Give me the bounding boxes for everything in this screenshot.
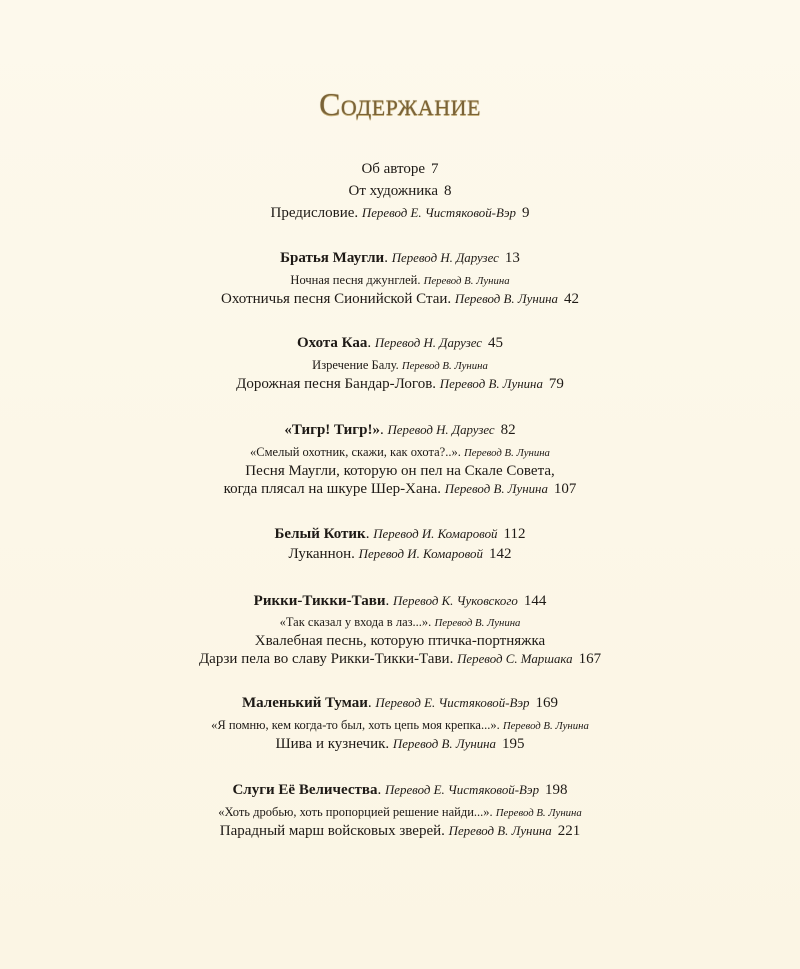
toc-chapter-title: Слуги Её Величества bbox=[232, 782, 378, 798]
toc-translator: Перевод Н. Дарузес bbox=[374, 336, 483, 350]
toc-subentry bbox=[0, 806, 800, 819]
toc-translator: Перевод В. Лунина bbox=[463, 447, 550, 459]
toc-chapter bbox=[0, 251, 800, 266]
toc-entry-title: «Так сказал у входа в лаз...». bbox=[279, 615, 432, 629]
toc-translator: Перевод Е. Чистяковой-Вэр bbox=[384, 783, 540, 797]
toc-entry bbox=[0, 292, 800, 307]
toc-translator: Перевод В. Лунина bbox=[434, 617, 521, 629]
toc-translator: Перевод И. Комаровой bbox=[358, 547, 483, 561]
toc-page-number: 198 bbox=[545, 782, 568, 798]
toc-subentry bbox=[0, 359, 800, 372]
toc-translator: Перевод С. Маршака bbox=[457, 652, 573, 666]
toc-translator: Перевод К. Чуковского bbox=[392, 594, 518, 608]
toc-translator: Перевод И. Комаровой bbox=[373, 527, 498, 541]
toc-entry bbox=[0, 482, 800, 497]
toc-page-number: 42 bbox=[564, 291, 579, 307]
toc-entry-title: «Смелый охотник, скажи, как охота?..». bbox=[250, 445, 461, 459]
toc-entry-title: Хвалебная песнь, которую птичка-портняжка bbox=[254, 633, 546, 649]
toc-entry-title: Шива и кузнечик. bbox=[275, 736, 390, 752]
toc-entry-title: Дорожная песня Бандар-Логов. bbox=[236, 376, 437, 392]
toc-chapter-title: Рикки-Тикки-Тави bbox=[253, 593, 386, 609]
toc-entry-title: Предисловие. bbox=[270, 205, 359, 221]
toc-translator: Перевод Е. Чистяковой-Вэр bbox=[361, 206, 516, 220]
toc-entry-title: Об авторе bbox=[361, 161, 426, 177]
toc-page-number: 112 bbox=[503, 526, 526, 542]
toc-chapter-title: Братья Маугли bbox=[280, 250, 385, 266]
toc-chapter-title: «Тигр! Тигр!» bbox=[284, 422, 380, 438]
toc-entry bbox=[0, 634, 800, 649]
toc-separator: . bbox=[377, 782, 382, 798]
toc-entry-title: «Хоть дробью, хоть пропорцией решение найди...». bbox=[218, 805, 493, 819]
toc-chapter bbox=[0, 336, 800, 351]
toc-entry bbox=[0, 464, 800, 479]
toc-translator: Перевод В. Лунина bbox=[439, 377, 543, 391]
toc-page-number: 167 bbox=[578, 651, 602, 667]
toc-entry-title: когда плясал на шкуре Шер-Хана. bbox=[223, 481, 442, 497]
toc-entry-title: Парадный марш войсковых зверей. bbox=[219, 823, 445, 839]
toc-translator: Перевод В. Лунина bbox=[392, 737, 496, 751]
toc-entry-title: Луканнон. bbox=[288, 546, 355, 562]
toc-entry-title: От художника bbox=[348, 183, 439, 199]
toc-entry-title: Дарзи пела во славу Рикки-Тикки-Тави. bbox=[198, 651, 454, 667]
toc-page-number: 9 bbox=[521, 205, 530, 221]
toc-separator: . bbox=[367, 335, 372, 351]
toc-translator: Перевод В. Лунина bbox=[454, 292, 558, 306]
toc-translator: Перевод Н. Дарузес bbox=[387, 423, 495, 437]
toc-entry bbox=[0, 184, 800, 199]
toc-separator: . bbox=[365, 526, 370, 542]
toc-entry-title: Охотничья песня Сионийской Стаи. bbox=[221, 291, 452, 307]
toc-translator: Перевод В. Лунина bbox=[448, 824, 552, 838]
toc-translator: Перевод Е. Чистяковой-Вэр bbox=[375, 696, 530, 710]
toc-subentry bbox=[0, 446, 800, 459]
toc-chapter bbox=[0, 527, 800, 542]
toc-chapter bbox=[0, 594, 800, 609]
toc-separator: . bbox=[379, 422, 384, 438]
toc-entry-title: Изречение Балу. bbox=[312, 358, 399, 372]
toc-entry-title: Ночная песня джунглей. bbox=[290, 273, 421, 287]
toc-separator: . bbox=[384, 250, 388, 266]
toc-translator: Перевод В. Лунина bbox=[495, 807, 582, 819]
toc-separator: . bbox=[367, 695, 372, 711]
toc-entry bbox=[0, 737, 800, 752]
toc-chapter bbox=[0, 783, 800, 798]
toc-page-number: 45 bbox=[488, 335, 504, 351]
toc-page-number: 142 bbox=[488, 546, 512, 562]
toc-entry bbox=[0, 377, 800, 392]
toc-page-number: 13 bbox=[504, 250, 520, 266]
toc-page-number: 107 bbox=[553, 481, 577, 497]
toc-chapter bbox=[0, 423, 800, 438]
toc-entry bbox=[0, 547, 800, 562]
toc-chapter-title: Маленький Тумаи bbox=[241, 695, 368, 711]
toc-chapter-title: Охота Каа bbox=[296, 335, 368, 351]
toc-translator: Перевод Н. Дарузес bbox=[391, 251, 499, 265]
toc-page-number: 7 bbox=[431, 161, 439, 177]
page-title: Содержание bbox=[319, 86, 481, 122]
toc-entry bbox=[0, 824, 800, 839]
toc-subentry bbox=[0, 616, 800, 629]
toc-page-number: 82 bbox=[500, 422, 516, 438]
toc-chapter-title: Белый Котик bbox=[274, 526, 366, 542]
toc-entry-title: Песня Маугли, которую он пел на Скале Совета, bbox=[245, 463, 555, 479]
toc-separator: . bbox=[385, 593, 390, 609]
toc-entry-title: «Я помню, кем когда-то был, хоть цепь моя крепка...». bbox=[211, 718, 500, 732]
toc-subentry bbox=[0, 274, 800, 287]
toc-entry bbox=[0, 652, 800, 667]
toc-translator: Перевод В. Лунина bbox=[401, 360, 488, 372]
toc-subentry bbox=[0, 719, 800, 732]
toc-translator: Перевод В. Лунина bbox=[502, 720, 589, 732]
toc-translator: Перевод В. Лунина bbox=[423, 275, 510, 287]
toc-page-number: 144 bbox=[523, 593, 547, 609]
toc-chapter bbox=[0, 696, 800, 711]
toc-page-number: 169 bbox=[535, 695, 558, 711]
toc-entry bbox=[0, 206, 800, 221]
toc-page-number: 8 bbox=[444, 183, 452, 199]
toc-page-number: 79 bbox=[548, 376, 564, 392]
toc-page-number: 221 bbox=[557, 823, 581, 839]
toc-entry bbox=[0, 162, 800, 177]
toc-translator: Перевод В. Лунина bbox=[444, 482, 548, 496]
toc-page-number: 195 bbox=[502, 736, 525, 752]
